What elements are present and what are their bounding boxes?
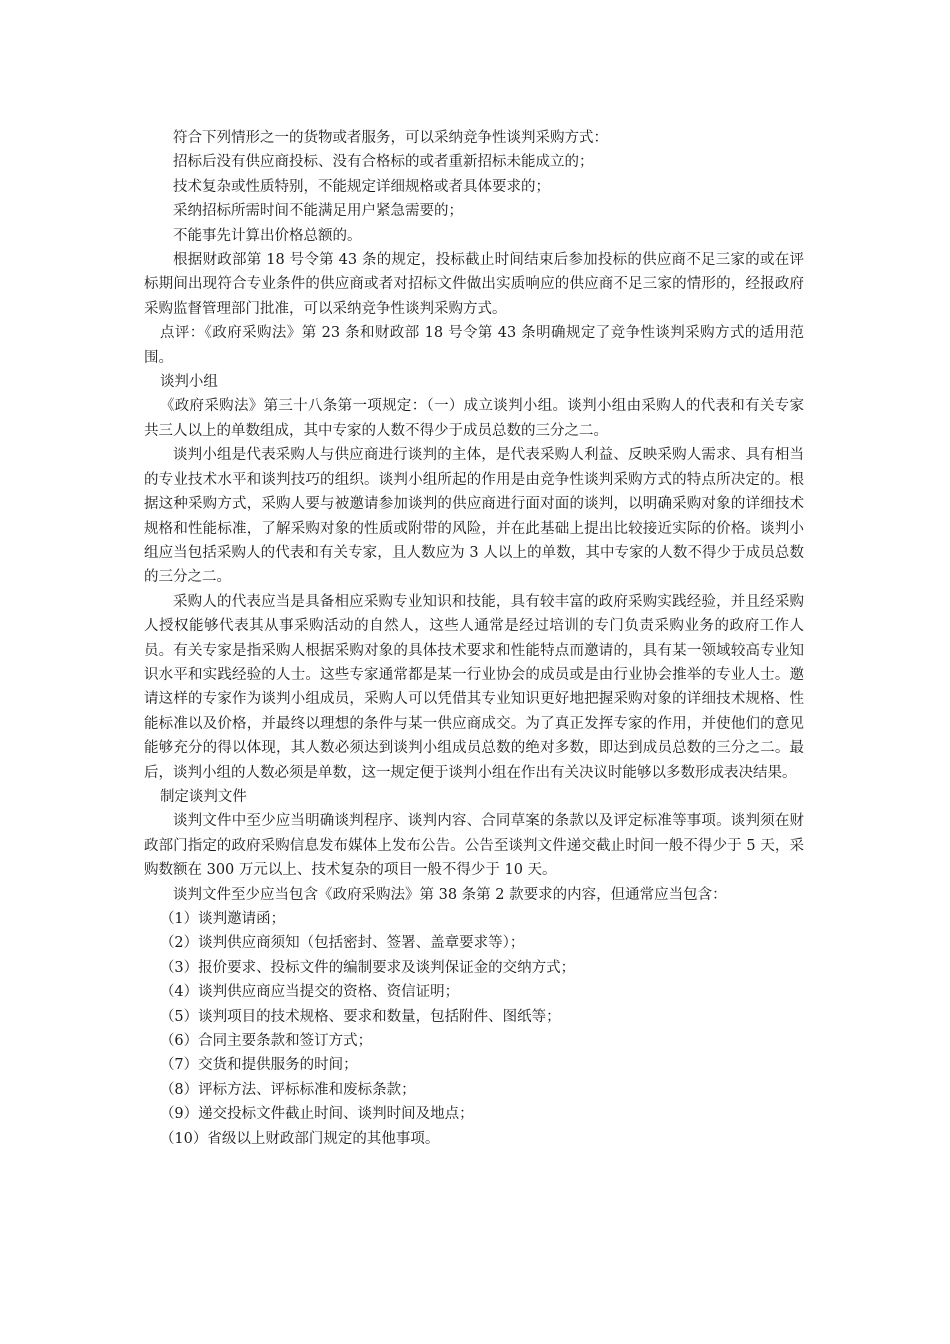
paragraph-case-4: 不能事先计算出价格总额的。 [173,227,362,244]
list-item: （6）合同主要条款和签订方式； [159,1033,373,1050]
paragraph-documents-requirements: 谈判文件至少应当包含《政府采购法》第 38 条第 2 款要求的内容，但通常应当包含： [173,886,727,903]
list-item: （1）谈判邀请函； [159,911,286,927]
section-heading-negotiation-team: 谈判小组 [159,374,218,391]
list-item: （4）谈判供应商应当提交的资格、资信证明； [159,984,460,1001]
list-item: （2）谈判供应商须知（包括密封、签署、盖章要求等）； [159,935,525,952]
list-item: （5）谈判项目的技术规格、要求和数量，包括附件、图纸等； [159,1008,561,1025]
list-item: （10）省级以上财政部门规定的其他事项。 [159,1130,440,1147]
list-item: （9）递交投标文件截止时间、谈判时间及地点； [159,1106,474,1123]
paragraph-documents-content: 谈判文件中至少应当明确谈判程序、谈判内容、合同草案的条款以及评定标准等事项。谈判须在财政部门指定的政府采购信息发布媒体上发布公告。公告至谈判文件递交截止时间一般不得少于 5 天，采购数额在 300 万元以上、技术复杂的项目一般不得少于 10 天。 [144,813,804,879]
paragraph-team-role: 谈判小组是代表采购人与供应商进行谈判的主体，是代表采购人利益、反映采购人需求、具有相当的专业技术水平和谈判技巧的组织。谈判小组所起的作用是由竞争性谈判采购方式的特点所决定的。根据这种采购方式，采购人要与被邀请参加谈判的供应商进行面对面的谈判，以明确采购对象的详细技术规格和性能标准，了解采购对象的性质或附带的风险，并在此基础上提出比较接近实际的价格。谈判小组应当包括采购人的代表和有关专家，且人数应为 3 人以上的单数，其中专家的人数不得少于成员总数的三分之二。 [144,447,804,586]
list-item: （3）报价要求、投标文件的编制要求及谈判保证金的交纳方式； [159,959,576,976]
paragraph-case-2: 技术复杂或性质特别，不能规定详细规格或者具体要求的； [173,178,550,195]
list-item: （7）交货和提供服务的时间； [159,1057,358,1074]
list-item: （8）评标方法、评标标准和废标条款； [159,1081,416,1098]
paragraph-law-article: 《政府采购法》第三十八条第一项规定：（一）成立谈判小组。谈判小组由采购人的代表和有关专家共三人以上的单数组成，其中专家的人数不得少于成员总数的三分之二。 [144,398,804,439]
paragraph-comment: 点评：《政府采购法》第 23 条和财政部 18 号令第 43 条明确规定了竞争性谈判采购方式的适用范围。 [144,325,804,366]
paragraph-case-1: 招标后没有供应商投标、没有合格标的或者重新招标未能成立的； [173,154,594,171]
document-page [144,126,804,1151]
paragraph-team-members: 采购人的代表应当是具备相应采购专业知识和技能，具有较丰富的政府采购实践经验，并且经采购人授权能够代表其从事采购活动的自然人，这些人通常是经过培训的专门负责采购业务的政府工作人员。有关专家是指采购人根据采购对象的具体技术要求和性能特点而邀请的，具有某一领域较高专业知识水平和实践经验的人士。这些专家通常都是某一行业协会的成员或是由行业协会推举的专业人士。邀请这样的专家作为谈判小组成员，采购人可以凭借其专业知识更好地把握采购对象的详细技术规格、性能标准以及价格，并最终以理想的条件与某一供应商成交。为了真正发挥专家的作用，并使他们的意见能够充分的得以体现，其人数必须达到谈判小组成员总数的绝对多数，即达到成员总数的三分之二。最后，谈判小组的人数必须是单数，这一规定便于谈判小组在作出有关决议时能够以多数形成表决结果。 [144,593,804,781]
paragraph-regulation: 根据财政部第 18 号令第 43 条的规定，投标截止时间结束后参加投标的供应商不足三家的或在评标期间出现符合专业条件的供应商或者对招标文件做出实质响应的供应商不足三家的情形的，经报政府采购监督管理部门批准，可以采纳竞争性谈判采购方式。 [144,252,804,317]
section-heading-documents: 制定谈判文件 [159,788,247,805]
paragraph-case-3: 采纳招标所需时间不能满足用户紧急需要的； [173,203,463,220]
paragraph-intro: 符合下列情形之一的货物或者服务，可以采纳竞争性谈判采购方式： [173,130,608,146]
